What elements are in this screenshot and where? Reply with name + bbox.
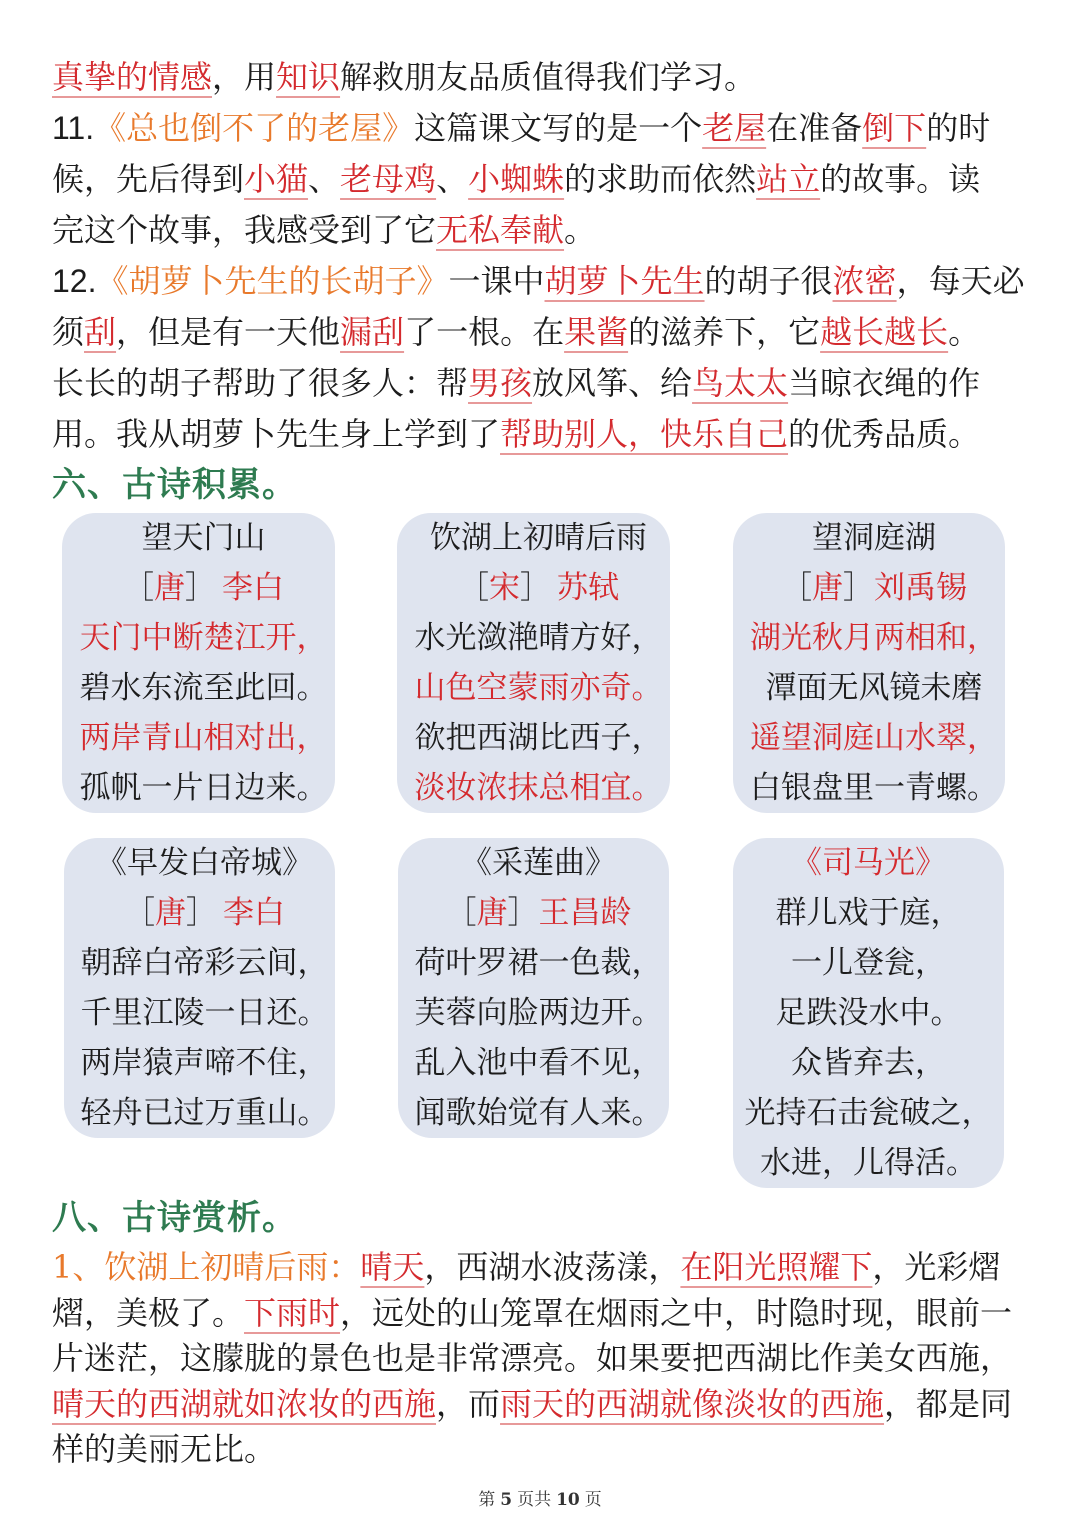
- plain-text: 当晾衣绳的作: [788, 364, 981, 402]
- key-phrase: 男孩: [468, 364, 533, 402]
- plain-text: 了一根。在: [404, 313, 565, 351]
- key-phrase: 下雨时: [244, 1293, 341, 1332]
- item-12-line: [52, 256, 1072, 307]
- plain-text: 样的美丽无比。: [52, 1430, 277, 1468]
- text-line: [52, 1382, 1072, 1428]
- plain-text: 的时: [926, 109, 991, 147]
- key-phrase: 站立: [756, 160, 821, 198]
- key-phrase: 小蜘蛛: [468, 160, 565, 198]
- poem-line: 天门中断楚江开，: [79, 620, 328, 656]
- poet-name: 王昌龄: [538, 895, 632, 931]
- poem-card-cai-lian-qu: [398, 838, 669, 1138]
- poet-name: 苏轼: [557, 570, 619, 606]
- plain-text: 须: [52, 313, 85, 351]
- poem-line: 芙蓉向脸两边开。: [414, 995, 663, 1031]
- poem-line: 水光潋滟晴方好，: [414, 620, 663, 656]
- dynasty: 唐: [476, 895, 508, 931]
- item-11-line: [52, 205, 1072, 256]
- poem-line: 遥望洞庭山水翠，: [750, 720, 998, 756]
- key-phrase: 帮助别人，快乐自己: [500, 415, 789, 453]
- item-number: 11.: [52, 110, 95, 146]
- key-phrase: 老母鸡: [340, 160, 437, 198]
- poem-title: 望洞庭湖: [812, 520, 936, 556]
- lesson-title: 《总也倒不了的老屋》: [94, 109, 415, 147]
- text-line: [52, 52, 1072, 103]
- author-bracket-open: ［: [445, 895, 477, 931]
- plain-text: 、: [436, 160, 469, 198]
- plain-text: 的故事。读: [820, 160, 981, 198]
- item-11-line: [52, 103, 1072, 154]
- poet-name: 李白: [222, 570, 284, 606]
- item-12-line: [52, 307, 1072, 358]
- text-line: [52, 1291, 1072, 1337]
- dynasty: 唐: [155, 895, 186, 931]
- section-8-heading: 八、古诗赏析。: [52, 1198, 297, 1238]
- item-number: 12.: [52, 263, 97, 299]
- notes-block: [52, 52, 1072, 460]
- text-line: [52, 1336, 1072, 1382]
- page-total: 10: [556, 1490, 580, 1510]
- poem-card-wang-dong-ting-hu: [733, 513, 1005, 813]
- plain-text: 。: [564, 211, 597, 249]
- plain-text: ，远处的山笼罩在烟雨之中，时隐时现，眼前一: [340, 1293, 1013, 1332]
- poem-author-line: [72, 563, 335, 613]
- plain-text: 用。我从胡萝卜先生身上学到了: [52, 415, 501, 453]
- poem-line: 众皆弃去，: [791, 1045, 946, 1081]
- poem-line: 足跌没水中。: [775, 995, 962, 1031]
- key-phrase: 雨天的西湖就像淡妆的西施: [500, 1384, 885, 1423]
- poem-card-wang-tian-men-shan: [62, 513, 335, 813]
- poem-line: 一儿登瓮，: [791, 945, 946, 981]
- poem-line: 千里江陵一日还。: [80, 995, 329, 1031]
- dynasty: 唐: [812, 570, 843, 606]
- key-phrase: 老屋: [702, 109, 767, 147]
- poem-title: 《司马光》: [791, 845, 946, 881]
- lesson-title: 《胡萝卜先生的长胡子》: [96, 262, 449, 300]
- key-phrase: 知识: [276, 58, 341, 96]
- poem-line: 水进，儿得活。: [760, 1145, 977, 1181]
- footer-prefix: 第: [478, 1490, 496, 1510]
- item-12-line: [52, 358, 1072, 409]
- appreciation-block: [52, 1245, 1072, 1473]
- poem-line: 两岸猿声啼不住，: [80, 1045, 329, 1081]
- plain-text: 这篇课文写的是一个: [414, 109, 703, 147]
- key-phrase: 越长越长: [820, 313, 949, 351]
- poem-line: 白银盘里一青螺。: [750, 770, 998, 806]
- plain-text: ，用: [212, 58, 277, 96]
- author-bracket-open: ［: [123, 570, 154, 606]
- key-phrase: 晴天的西湖就如浓妆的西施: [52, 1384, 437, 1423]
- plain-text: 熠，美极了。: [52, 1293, 245, 1332]
- lesson-title: 1、饮湖上初晴后雨：: [52, 1248, 361, 1286]
- key-phrase: 刮: [84, 313, 117, 351]
- poem-card-yin-hu-shang: [397, 513, 670, 813]
- plain-text: 在准备: [766, 109, 863, 147]
- key-phrase: 漏刮: [340, 313, 405, 351]
- plain-text: ，都是同: [884, 1384, 1013, 1423]
- text-line: [52, 1245, 1072, 1291]
- poem-title: 《早发白帝城》: [96, 845, 313, 881]
- author-bracket-open: ［: [781, 570, 812, 606]
- poem-line: 群儿戏于庭，: [775, 895, 962, 931]
- plain-text: ，但是有一天他: [116, 313, 341, 351]
- poem-title: 饮湖上初晴后雨: [430, 520, 647, 556]
- poem-author-line: [74, 888, 335, 938]
- key-phrase: 无私奉献: [436, 211, 565, 249]
- plain-text: ，每天必: [896, 262, 1025, 300]
- poem-author-line: [743, 563, 1005, 613]
- dynasty: 唐: [154, 570, 185, 606]
- poem-line: 淡妆浓抹总相宜。: [414, 770, 663, 806]
- author-bracket-close: ］: [843, 570, 874, 606]
- footer-suffix: 页: [584, 1490, 602, 1510]
- plain-text: 片迷茫，这朦胧的景色也是非常漂亮。如果要把西湖比作美女西施，: [52, 1339, 1013, 1377]
- key-phrase: 浓密: [832, 262, 897, 300]
- author-bracket-close: ］: [520, 570, 551, 606]
- plain-text: 、: [308, 160, 341, 198]
- poem-title: 《采莲曲》: [461, 845, 616, 881]
- plain-text: 的滋养下，它: [628, 313, 821, 351]
- plain-text: ，而: [436, 1384, 501, 1423]
- poem-line: 荷叶罗裙一色裁，: [414, 945, 663, 981]
- section-6-heading: 六、古诗积累。: [52, 465, 297, 505]
- author-bracket-close: ］: [507, 895, 539, 931]
- poem-line: 两岸青山相对出，: [79, 720, 328, 756]
- plain-text: 一课中: [448, 262, 545, 300]
- key-phrase: 胡萝卜先生: [544, 262, 705, 300]
- key-phrase: 果酱: [564, 313, 629, 351]
- plain-text: ，光彩熠: [872, 1248, 1001, 1286]
- poem-line: 湖光秋月两相和，: [750, 620, 998, 656]
- poet-name: 刘禹锡: [874, 570, 967, 606]
- key-phrase: 在阳光照耀下: [680, 1248, 873, 1286]
- plain-text: 解救朋友品质值得我们学习。: [340, 58, 757, 96]
- poem-line: 轻舟已过万重山。: [80, 1095, 329, 1131]
- plain-text: 的求助而依然: [564, 160, 757, 198]
- key-phrase: 真挚的情感: [52, 58, 213, 96]
- key-phrase: 倒下: [862, 109, 927, 147]
- poem-line: 碧水东流至此回。: [79, 670, 328, 706]
- plain-text: 长长的胡子帮助了很多人：帮: [52, 364, 469, 402]
- poem-card-si-ma-guang: [733, 838, 1004, 1188]
- plain-text: 的胡子很: [704, 262, 833, 300]
- author-bracket-close: ］: [185, 570, 216, 606]
- author-bracket-close: ］: [186, 895, 217, 931]
- item-11-line: [52, 154, 1072, 205]
- page-footer: [0, 1488, 1080, 1512]
- poem-line: 光持石击瓮破之，: [744, 1095, 993, 1131]
- poem-author-line: [407, 563, 670, 613]
- plain-text: 的优秀品质。: [788, 415, 981, 453]
- plain-text: 完这个故事，我感受到了它: [52, 211, 437, 249]
- poem-title: 望天门山: [141, 520, 266, 556]
- poem-line: 闻歌始觉有人来。: [414, 1095, 663, 1131]
- poem-line: 朝辞白帝彩云间，: [80, 945, 329, 981]
- plain-text: ，西湖水波荡漾，: [424, 1248, 681, 1286]
- page-number: 5: [500, 1490, 513, 1510]
- poem-line: 乱入池中看不见，: [414, 1045, 663, 1081]
- poet-name: 李白: [223, 895, 285, 931]
- author-bracket-open: ［: [458, 570, 489, 606]
- dynasty: 宋: [489, 570, 520, 606]
- text-line: [52, 1427, 1072, 1473]
- poem-line: 山色空蒙雨亦奇。: [414, 670, 663, 706]
- poem-line: 潭面无风镜未磨: [765, 670, 983, 706]
- key-phrase: 小猫: [244, 160, 309, 198]
- key-phrase: 鸟太太: [692, 364, 789, 402]
- footer-middle: 页共: [517, 1490, 552, 1510]
- poem-card-zao-fa-bai-di-cheng: [64, 838, 335, 1138]
- poem-line: 欲把西湖比西子，: [414, 720, 663, 756]
- key-phrase: 晴天: [360, 1248, 425, 1286]
- plain-text: 候，先后得到: [52, 160, 245, 198]
- item-12-line: [52, 409, 1072, 460]
- poem-line: 孤帆一片日边来。: [79, 770, 328, 806]
- poem-author-line: [408, 888, 669, 938]
- author-bracket-open: ［: [124, 895, 155, 931]
- plain-text: 放风筝、给: [532, 364, 693, 402]
- plain-text: 。: [948, 313, 981, 351]
